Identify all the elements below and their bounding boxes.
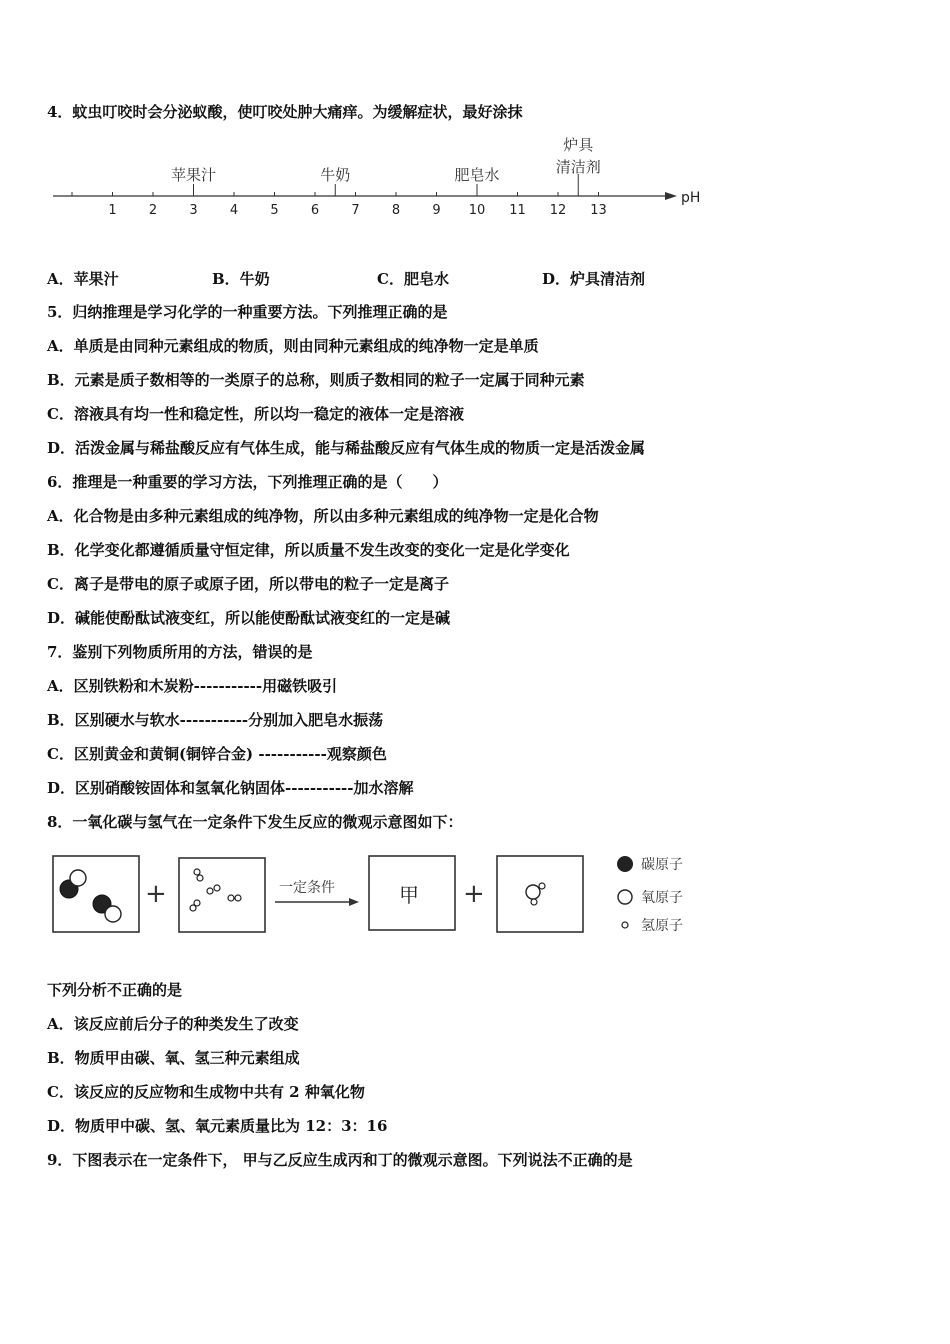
legend-hydrogen: 氢原子 [641,918,683,934]
ph-scale-figure [47,132,727,224]
q5-option-c[interactable]: C．溶液具有均一性和稳定性，所以均一稳定的液体一定是溶液 [47,405,464,423]
hydrogen-atom [207,888,213,894]
oxygen-atom [526,885,540,899]
ph-marker-label: 苹果汁 [170,166,217,184]
ph-tick-label: 8 [391,203,401,218]
ph-tick-label: 9 [432,203,441,218]
q6-stem: 6．推理是一种重要的学习方法，下列推理正确的是（ ） [47,473,448,491]
plus-sign: + [463,879,485,909]
q6-option-b[interactable]: B．化学变化都遵循质量守恒定律，所以质量不发生改变的变化一定是化学变化 [47,541,570,559]
q8-option-d[interactable]: D．物质甲中碳、氢、氧元素质量比为 12：3：16 [47,1117,388,1135]
ph-tick-label: 2 [148,203,158,218]
ph-tick-label: 7 [351,203,360,218]
q4-option-d[interactable]: D．炉具清洁剂 [542,270,646,288]
hydrogen-atom [539,883,545,889]
q4-option-a[interactable]: A．苹果汁 [47,270,119,288]
oxygen-atom [105,906,121,922]
q7-option-d[interactable]: D．区别硝酸铵固体和氢氧化钠固体-----------加水溶解 [47,779,414,797]
q5-option-b[interactable]: B．元素是质子数相等的一类原子的总称，则质子数相同的粒子一定属于同种元素 [47,371,585,389]
hydrogen-atom [194,900,200,906]
q7-option-b[interactable]: B．区别硬水与软水-----------分别加入肥皂水振荡 [47,711,384,729]
oxygen-atom [70,870,86,886]
ph-marker-label: 炉具 [563,136,594,154]
plus-sign: + [145,879,167,909]
ph-tick-label: 4 [229,203,239,218]
ph-marker-label: 肥皂水 [454,166,500,184]
q5-stem: 5．归纳推理是学习化学的一种重要方法。下列推理正确的是 [47,303,448,321]
q4-option-b[interactable]: B．牛奶 [212,270,270,288]
q5-option-d[interactable]: D．活泼金属与稀盐酸反应有气体生成，能与稀盐酸反应有气体生成的物质一定是活泼金属 [47,439,646,457]
product-label: 甲 [399,883,419,907]
q8-option-b[interactable]: B．物质甲由碳、氧、氢三种元素组成 [47,1049,300,1067]
q5-option-a[interactable]: A．单质是由同种元素组成的物质，则由同种元素组成的纯净物一定是单质 [47,337,539,355]
q9-stem: 9．下图表示在一定条件下， 甲与乙反应生成丙和丁的微观示意图。下列说法不正确的是 [47,1151,633,1169]
hydrogen-atom [197,875,203,881]
q8-option-a[interactable]: A．该反应前后分子的种类发生了改变 [47,1015,299,1033]
q8-option-c[interactable]: C．该反应的反应物和生成物中共有 2 种氧化物 [47,1083,365,1101]
q7-option-c[interactable]: C．区别黄金和黄铜(铜锌合金) -----------观察颜色 [47,745,387,763]
hydrogen-atom [531,899,537,905]
ph-tick-label: 5 [270,203,279,218]
q8-stem: 8．一氧化碳与氢气在一定条件下发生反应的微观示意图如下： [47,813,463,831]
hydrogen-atom [228,895,234,901]
q7-option-a[interactable]: A．区别铁粉和木炭粉-----------用磁铁吸引 [47,677,338,695]
legend-oxygen-icon [618,890,632,904]
hydrogen-atom [214,885,220,891]
q4-option-c[interactable]: C．肥皂水 [377,270,449,288]
q8-sub-stem: 下列分析不正确的是 [47,981,183,999]
q6-option-c[interactable]: C．离子是带电的原子或原子团，所以带电的粒子一定是离子 [47,575,449,593]
reaction-diagram [47,846,717,946]
ph-marker-label: 清洁剂 [555,158,601,176]
reaction-arrow-head [349,898,359,906]
q6-option-d[interactable]: D．碱能使酚酞试液变红，所以能使酚酞试液变红的一定是碱 [47,609,451,627]
ph-tick-label: 13 [590,203,607,218]
ph-axis-arrow [665,192,677,200]
q7-stem: 7．鉴别下列物质所用的方法，错误的是 [47,643,313,661]
q4-options [47,268,847,290]
ph-tick-label: 3 [189,203,198,218]
hydrogen-atom [235,895,241,901]
ph-marker-label: 牛奶 [320,166,351,184]
legend-carbon-icon [617,856,633,872]
h2-box [179,858,265,932]
legend-carbon: 碳原子 [641,857,683,873]
q4-stem: 4．蚊虫叮咬时会分泌蚁酸，使叮咬处肿大痛痒。为缓解症状，最好涂抹 [47,103,523,121]
ph-tick-label: 1 [108,203,117,218]
arrow-label: 一定条件 [279,880,335,896]
ph-axis-label: pH [681,190,701,206]
q6-option-a[interactable]: A．化合物是由多种元素组成的纯净物，所以由多种元素组成的纯净物一定是化合物 [47,507,599,525]
legend-oxygen: 氧原子 [641,890,683,906]
ph-tick-label: 12 [549,203,567,218]
ph-tick-label: 10 [468,203,486,218]
ph-tick-label: 6 [310,203,320,218]
legend-hydrogen-icon [622,922,628,928]
ph-tick-label: 11 [509,203,526,218]
hydrogen-atom [194,869,200,875]
